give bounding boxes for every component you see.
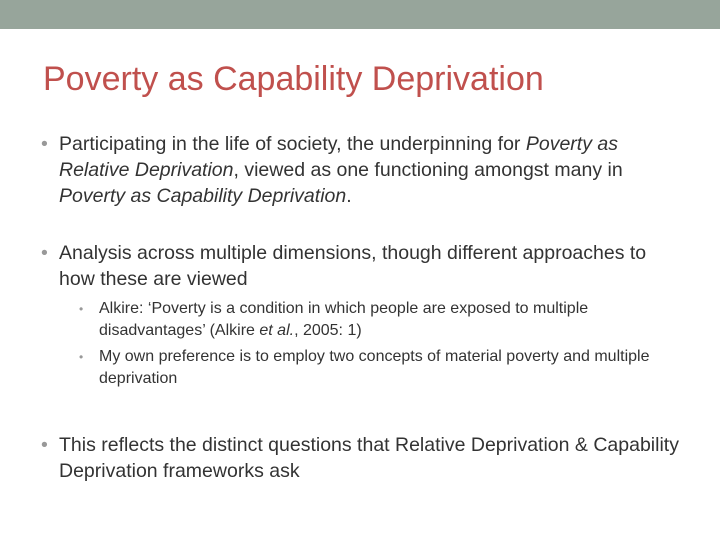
bullet-marker: • — [41, 242, 48, 264]
bullet-item: • Participating in the life of society, the underpinning for Poverty as Relative Deprivation, viewed as one functioning amongst many in Poverty as Capability Deprivation. — [41, 133, 623, 207]
bullet-marker: • — [41, 133, 48, 155]
sub-bullet-item: • Alkire: ‘Poverty is a condition in which people are exposed to multiple disadvantages’ (Alkire et al., 2005: 1) — [79, 300, 589, 339]
sub-bullet-item: • My own preference is to employ two concepts of material poverty and multiple deprivation — [79, 348, 650, 387]
bullet-marker: • — [79, 302, 84, 316]
slide-title: Poverty as Capability Deprivation — [43, 60, 544, 98]
bullet-marker: • — [41, 434, 48, 456]
top-accent-bar — [0, 0, 720, 29]
bullet-item: • Analysis across multiple dimensions, though different approaches to how these are viewed • Alkire: ‘Poverty is a condition in which people are exposed to multiple disadvantages’ (Alkire et al., 2005: 1) • My own preference is to employ two concepts of material poverty and multiple deprivation — [41, 240, 681, 390]
sub-bullet-list — [59, 298, 681, 390]
bullet-marker: • — [79, 350, 84, 364]
bullet-item: • This reflects the distinct questions that Relative Deprivation & Capability Deprivation frameworks ask — [41, 434, 679, 482]
bullet-list — [41, 131, 681, 515]
